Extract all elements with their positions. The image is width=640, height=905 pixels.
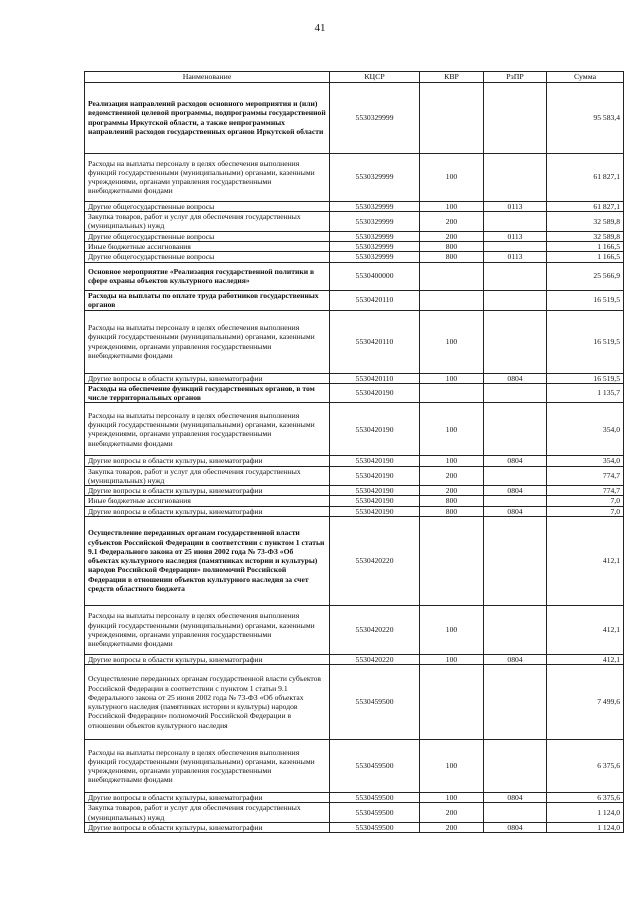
table-row <box>85 456 624 466</box>
row-name-cell: Закупка товаров, работ и услуг для обеспечения государственных (муниципальных) нужд <box>85 803 330 823</box>
row-name-cell: Реализация направлений расходов основного мероприятия и (или) ведомственной целевой программы, подпрограммы государственной программы Иркутской области, а также непрограммных направлений расходов государственных органов Иркутской области <box>85 82 330 153</box>
row-kcsr-cell: 5530420190 <box>330 403 420 456</box>
row-sum-cell: 412,1 <box>547 605 624 654</box>
row-kvr-cell: 800 <box>420 252 484 262</box>
row-name-cell: Другие общегосударственные вопросы <box>85 252 330 262</box>
table-row <box>85 740 624 793</box>
row-rzpr-cell <box>484 803 547 823</box>
row-rzpr-cell: 0113 <box>484 201 547 211</box>
row-kvr-cell <box>420 82 484 153</box>
row-rzpr-cell <box>484 153 547 201</box>
row-sum-cell: 1 166,5 <box>547 252 624 262</box>
row-kvr-cell: 100 <box>420 605 484 654</box>
row-kvr-cell: 200 <box>420 803 484 823</box>
row-name-cell: Расходы на выплаты персоналу в целях обеспечения выполнения функций государственными (муниципальными) органами, казенными учреждениями, органами управления государственными внебюджетными фондами <box>85 403 330 456</box>
row-sum-cell: 774,7 <box>547 466 624 486</box>
row-sum-cell: 7 499,6 <box>547 665 624 740</box>
table-row <box>85 211 624 231</box>
row-name-cell: Другие вопросы в области культуры, кинематографии <box>85 373 330 383</box>
row-sum-cell: 16 519,5 <box>547 290 624 310</box>
row-rzpr-cell <box>484 82 547 153</box>
table-row <box>85 310 624 373</box>
table-row <box>85 290 624 310</box>
row-kcsr-cell: 5530420110 <box>330 310 420 373</box>
row-kvr-cell <box>420 383 484 403</box>
table-header-row <box>85 72 624 83</box>
row-sum-cell: 354,0 <box>547 403 624 456</box>
table-row <box>85 665 624 740</box>
row-name-cell: Осуществление переданных органам государственной власти субъектов Российской Федерации в соответствии с пунктом 1 статьи 9.1 Федерального закона от 25 июня 2002 года № 73-ФЗ «Об объектах культурного наследия (памятниках истории и культуры) народов Российской Федерации» полномочий Российской Федерации в отношении объектов культурного наследия <box>85 665 330 740</box>
row-rzpr-cell <box>484 262 547 290</box>
row-rzpr-cell <box>484 242 547 252</box>
row-sum-cell: 774,7 <box>547 486 624 496</box>
row-name-cell: Закупка товаров, работ и услуг для обеспечения государственных (муниципальных) нужд <box>85 211 330 231</box>
row-kvr-cell: 200 <box>420 466 484 486</box>
row-sum-cell: 95 583,4 <box>547 82 624 153</box>
row-name-cell: Расходы на выплаты персоналу в целях обеспечения выполнения функций государственными (муниципальными) органами, казенными учреждениями, органами управления государственными внебюджетными фондами <box>85 310 330 373</box>
row-kcsr-cell: 5530420110 <box>330 373 420 383</box>
table-row <box>85 383 624 403</box>
table-row <box>85 82 624 153</box>
row-name-cell: Другие общегосударственные вопросы <box>85 231 330 241</box>
column-header-name: Наименование <box>85 72 330 83</box>
row-name-cell: Другие вопросы в области культуры, кинематографии <box>85 456 330 466</box>
row-name-cell: Другие вопросы в области культуры, кинематографии <box>85 793 330 803</box>
row-sum-cell: 354,0 <box>547 456 624 466</box>
table-row <box>85 793 624 803</box>
column-header-kcsr: КЦСР <box>330 72 420 83</box>
row-kcsr-cell: 5530329999 <box>330 252 420 262</box>
row-kvr-cell: 200 <box>420 822 484 832</box>
row-kcsr-cell: 5530420220 <box>330 605 420 654</box>
row-rzpr-cell <box>484 466 547 486</box>
row-name-cell: Закупка товаров, работ и услуг для обеспечения государственных (муниципальных) нужд <box>85 466 330 486</box>
row-name-cell: Расходы на обеспечение функций государственных органов, в том числе территориальных органов <box>85 383 330 403</box>
row-rzpr-cell <box>484 403 547 456</box>
table-row <box>85 654 624 664</box>
row-rzpr-cell: 0804 <box>484 486 547 496</box>
row-sum-cell: 7,0 <box>547 506 624 516</box>
row-kcsr-cell: 5530329999 <box>330 231 420 241</box>
row-rzpr-cell: 0804 <box>484 373 547 383</box>
row-kcsr-cell: 5530400000 <box>330 262 420 290</box>
row-kcsr-cell: 5530459500 <box>330 793 420 803</box>
row-kvr-cell: 800 <box>420 506 484 516</box>
row-sum-cell: 1 166,5 <box>547 242 624 252</box>
row-rzpr-cell: 0804 <box>484 654 547 664</box>
column-header-sum: Сумма <box>547 72 624 83</box>
table-row <box>85 231 624 241</box>
row-kcsr-cell: 5530329999 <box>330 211 420 231</box>
row-kcsr-cell: 5530420190 <box>330 466 420 486</box>
row-name-cell: Другие вопросы в области культуры, кинематографии <box>85 506 330 516</box>
table-row <box>85 373 624 383</box>
row-sum-cell: 61 827,1 <box>547 201 624 211</box>
column-header-rzpr: РзПР <box>484 72 547 83</box>
row-rzpr-cell: 0804 <box>484 506 547 516</box>
table-row <box>85 516 624 605</box>
table-row <box>85 242 624 252</box>
row-name-cell: Расходы на выплаты по оплате труда работников государственных органов <box>85 290 330 310</box>
row-kcsr-cell: 5530459500 <box>330 822 420 832</box>
row-name-cell: Другие вопросы в области культуры, кинематографии <box>85 822 330 832</box>
row-name-cell: Иные бюджетные ассигнования <box>85 242 330 252</box>
row-kcsr-cell: 5530420110 <box>330 290 420 310</box>
row-sum-cell: 61 827,1 <box>547 153 624 201</box>
row-sum-cell: 1 124,0 <box>547 822 624 832</box>
row-kcsr-cell: 5530329999 <box>330 201 420 211</box>
row-kvr-cell: 200 <box>420 231 484 241</box>
table-row <box>85 201 624 211</box>
row-sum-cell: 412,1 <box>547 654 624 664</box>
row-kvr-cell: 100 <box>420 373 484 383</box>
row-kcsr-cell: 5530420190 <box>330 383 420 403</box>
column-header-kvr: КВР <box>420 72 484 83</box>
table-row <box>85 262 624 290</box>
table-row <box>85 506 624 516</box>
row-kvr-cell <box>420 262 484 290</box>
row-sum-cell: 6 375,6 <box>547 793 624 803</box>
row-sum-cell: 25 566,9 <box>547 262 624 290</box>
row-sum-cell: 7,0 <box>547 496 624 506</box>
row-kvr-cell: 200 <box>420 211 484 231</box>
row-rzpr-cell: 0113 <box>484 231 547 241</box>
budget-table <box>84 71 624 833</box>
row-sum-cell: 1 135,7 <box>547 383 624 403</box>
row-name-cell: Основное мероприятие «Реализация государственной политики в сфере охраны объектов культурного наследия» <box>85 262 330 290</box>
row-kvr-cell: 100 <box>420 654 484 664</box>
row-kvr-cell: 800 <box>420 496 484 506</box>
page-number: 41 <box>314 22 326 34</box>
table-body <box>85 82 624 833</box>
table-row <box>85 486 624 496</box>
row-rzpr-cell <box>484 310 547 373</box>
table-row <box>85 803 624 823</box>
table-row <box>85 466 624 486</box>
row-sum-cell: 6 375,6 <box>547 740 624 793</box>
row-kvr-cell: 800 <box>420 242 484 252</box>
row-kcsr-cell: 5530329999 <box>330 82 420 153</box>
table-row <box>85 496 624 506</box>
row-kcsr-cell: 5530420220 <box>330 516 420 605</box>
row-sum-cell: 1 124,0 <box>547 803 624 823</box>
row-kcsr-cell: 5530420220 <box>330 654 420 664</box>
row-rzpr-cell <box>484 605 547 654</box>
row-name-cell: Другие вопросы в области культуры, кинематографии <box>85 654 330 664</box>
row-name-cell: Другие вопросы в области культуры, кинематографии <box>85 486 330 496</box>
table-row <box>85 605 624 654</box>
row-kvr-cell: 100 <box>420 201 484 211</box>
row-rzpr-cell: 0113 <box>484 252 547 262</box>
row-kcsr-cell: 5530459500 <box>330 803 420 823</box>
row-rzpr-cell <box>484 665 547 740</box>
row-kvr-cell: 100 <box>420 740 484 793</box>
row-rzpr-cell <box>484 383 547 403</box>
row-rzpr-cell <box>484 740 547 793</box>
row-kvr-cell <box>420 516 484 605</box>
row-kvr-cell <box>420 665 484 740</box>
table-row <box>85 252 624 262</box>
row-name-cell: Расходы на выплаты персоналу в целях обеспечения выполнения функций государственными (муниципальными) органами, казенными учреждениями, органами управления государственными внебюджетными фондами <box>85 740 330 793</box>
table-row <box>85 153 624 201</box>
row-kvr-cell: 100 <box>420 153 484 201</box>
row-kvr-cell: 100 <box>420 310 484 373</box>
row-rzpr-cell <box>484 290 547 310</box>
row-kvr-cell: 100 <box>420 456 484 466</box>
row-kcsr-cell: 5530329999 <box>330 242 420 252</box>
row-kcsr-cell: 5530420190 <box>330 456 420 466</box>
row-sum-cell: 32 589,8 <box>547 231 624 241</box>
row-kvr-cell: 200 <box>420 486 484 496</box>
row-rzpr-cell: 0804 <box>484 456 547 466</box>
row-sum-cell: 412,1 <box>547 516 624 605</box>
row-name-cell: Иные бюджетные ассигнования <box>85 496 330 506</box>
row-kvr-cell: 100 <box>420 793 484 803</box>
row-rzpr-cell: 0804 <box>484 793 547 803</box>
row-kcsr-cell: 5530420190 <box>330 486 420 496</box>
row-name-cell: Другие общегосударственные вопросы <box>85 201 330 211</box>
row-name-cell: Осуществление переданных органам государственной власти субъектов Российской Федерации в соответствии с пунктом 1 статьи 9.1 Федерального закона от 25 июня 2002 года № 73-ФЗ «Об объектах культурного наследия (памятниках истории и культуры) народов Российской Федерации» полномочий Российской Федерации в отношении объектов культурного наследия за счет средств областного бюджета <box>85 516 330 605</box>
row-rzpr-cell <box>484 496 547 506</box>
row-kcsr-cell: 5530329999 <box>330 153 420 201</box>
row-kcsr-cell: 5530459500 <box>330 740 420 793</box>
row-kvr-cell <box>420 290 484 310</box>
row-sum-cell: 32 589,8 <box>547 211 624 231</box>
row-name-cell: Расходы на выплаты персоналу в целях обеспечения выполнения функций государственными (муниципальными) органами, казенными учреждениями, органами управления государственными внебюджетными фондами <box>85 153 330 201</box>
row-name-cell: Расходы на выплаты персоналу в целях обеспечения выполнения функций государственными (муниципальными) органами, казенными учреждениями, органами управления государственными внебюджетными фондами <box>85 605 330 654</box>
row-rzpr-cell <box>484 516 547 605</box>
row-rzpr-cell: 0804 <box>484 822 547 832</box>
row-kvr-cell: 100 <box>420 403 484 456</box>
table-row <box>85 403 624 456</box>
row-rzpr-cell <box>484 211 547 231</box>
row-sum-cell: 16 519,5 <box>547 310 624 373</box>
row-sum-cell: 16 519,5 <box>547 373 624 383</box>
row-kcsr-cell: 5530420190 <box>330 506 420 516</box>
row-kcsr-cell: 5530420190 <box>330 496 420 506</box>
row-kcsr-cell: 5530459500 <box>330 665 420 740</box>
table-row <box>85 822 624 832</box>
